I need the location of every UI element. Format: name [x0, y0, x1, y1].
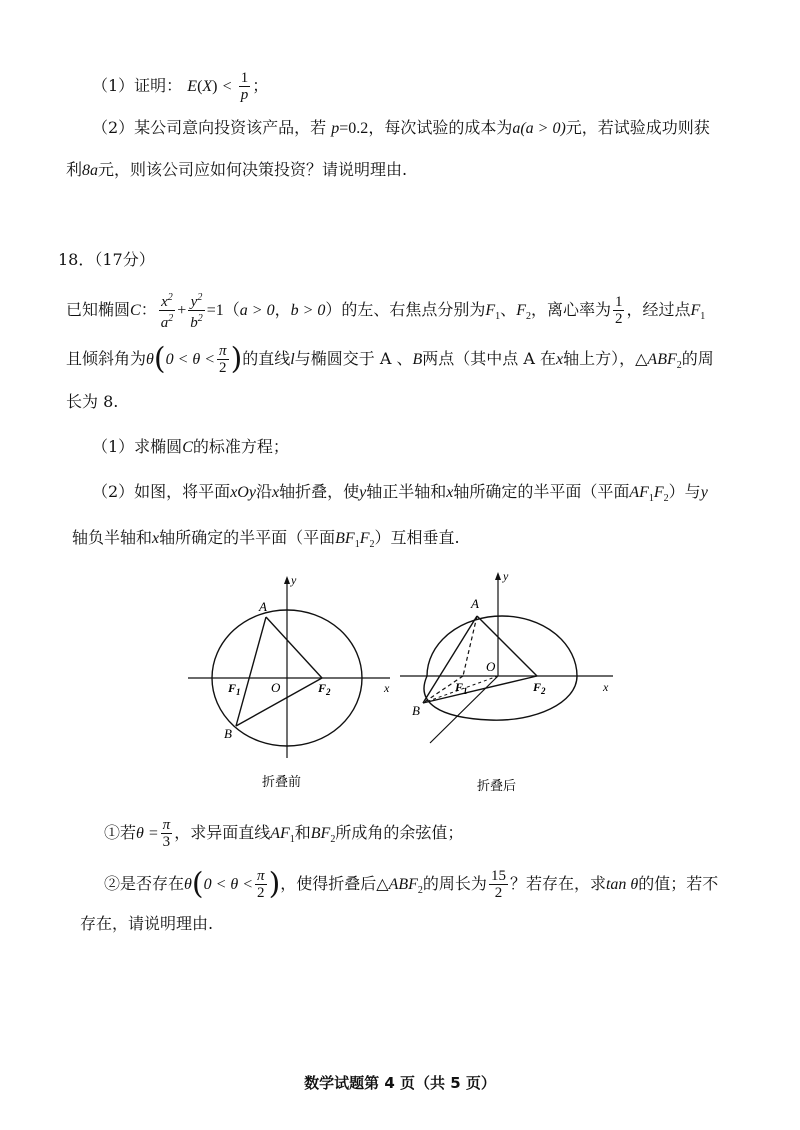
expr-X: X: [202, 78, 213, 95]
part2-text-e: 元，则该公司应如何决策投资？请说明理由.: [98, 160, 408, 179]
triangle-ABF2: △ABF: [635, 351, 677, 368]
figure-before-fold: [180, 568, 400, 803]
theta-range: 0 < θ <: [165, 351, 216, 368]
fraction-1-over-p: [239, 70, 251, 103]
label-F1-sub: 1: [463, 686, 468, 696]
var-l: l: [290, 351, 295, 368]
p2-text-b: 沿: [255, 482, 272, 501]
pi: π: [219, 343, 227, 359]
q18-part1: [92, 437, 289, 458]
p2-text-e: 轴所确定的半平面（平面: [453, 482, 630, 501]
label-O: O: [271, 680, 281, 695]
s2-text-d: ？若存在，求: [509, 874, 606, 893]
q17-part2-line1: [92, 118, 710, 139]
profit-expr: 8a: [82, 162, 99, 179]
plane-xOy: xOy: [230, 484, 256, 501]
s1-pi: π: [162, 817, 171, 833]
l1-colon: ：: [140, 300, 157, 319]
s2-den: 2: [494, 885, 503, 901]
s1-BF2: BF: [310, 825, 331, 842]
s1-text-a: ①若: [104, 823, 137, 842]
label-F2-sub: 2: [541, 686, 546, 696]
plane-BF1F2: BF: [335, 530, 355, 547]
q18-sub2-line2: 存在，请说明理由.: [80, 914, 214, 933]
q17-part1: （1）证明： E(X) < $\frac{1}{p}$ ；: [92, 70, 269, 103]
fraction-x2-a2: $\frac{x^2}{a^2}$: [160, 292, 174, 331]
q18-line3: 长为 8.: [66, 392, 119, 411]
fraction-y2-b2: $\frac{y^2}{b^2}$: [190, 292, 203, 331]
frac-den: p: [240, 87, 249, 103]
label-y: y: [291, 573, 297, 587]
part1-label: （1）证明：: [92, 76, 183, 95]
lower-half-ellipse: [424, 676, 577, 720]
var-C: C: [130, 302, 141, 319]
l1-text-b: ）的左、右焦点分别为: [325, 300, 486, 319]
part2-text-d: 利: [66, 160, 83, 179]
p-value: =0.2: [339, 120, 369, 137]
q18-sub2: ②是否存在θ(0 < θ < $\frac{\pi}{2}$ )，使得折叠后$\triangle ABF_2$的周长为 $\frac{15}{2}$ ？若存在，求tan θ的值；若不: [104, 866, 719, 902]
label-F2-sub: 2: [326, 687, 331, 697]
line-AB: [236, 617, 266, 726]
part2-text-c: 元，若试验成功则获: [565, 118, 710, 137]
y-arrow: [284, 576, 290, 584]
label-F1: [454, 680, 468, 696]
label-x: x: [384, 681, 390, 695]
p2-text-c: 轴折叠，使: [279, 482, 360, 501]
figure-after-fold: [395, 568, 625, 803]
var-y: y: [359, 484, 367, 501]
fraction-pi-over-2-b: $\frac{\pi}{2}$: [257, 868, 265, 901]
l2-text-f: 的周: [681, 349, 714, 368]
label-y: y: [503, 569, 509, 583]
var-B: B: [412, 351, 423, 368]
l1-eq: =1（: [206, 302, 240, 319]
label-F1: [227, 681, 241, 697]
l1-comma: ，: [274, 300, 291, 319]
y-arrow: [495, 572, 501, 580]
var-theta: θ: [146, 351, 154, 368]
q18-header: 18．（17分）: [58, 250, 155, 269]
page-footer: 数学试题第 4 页（共 5 页）: [304, 1074, 496, 1092]
s1-and: 和: [294, 823, 311, 842]
label-F1-main: F: [455, 680, 464, 694]
line-BF2: [423, 676, 537, 703]
var-x: x: [556, 351, 564, 368]
q18-part2-line2: 轴负半轴和x轴所确定的半平面（平面$BF_1F_2$）互相垂直.: [72, 528, 460, 551]
cond-a: a > 0: [239, 302, 275, 319]
lt-sign: <: [222, 78, 232, 95]
s2-tan: tan θ: [605, 876, 639, 893]
q18-part2-line1: （2）如图，将平面xOy沿x轴折叠，使y轴正半轴和x轴所确定的半平面（平面$AF_1F_2$）与y: [92, 482, 708, 505]
cost-expr: a(a > 0): [512, 120, 566, 137]
cond-b: b > 0: [290, 302, 326, 319]
q18-line2: 且倾斜角为θ(0 < θ < $\frac{\pi}{2}$ )的直线l与椭圆交于 A 、B两点（其中点 A 在x轴上方），$\triangle ABF_2$的周: [66, 341, 714, 377]
label-A: A: [471, 596, 479, 611]
s2-text-b: ，使得折叠后: [280, 874, 377, 893]
s2-text-e: 的值；若不: [638, 874, 719, 893]
s2-triangle: △ABF: [376, 876, 418, 893]
var-C2: C: [182, 439, 193, 456]
plane-AF1F2: AF: [629, 484, 649, 501]
caption-after: 折叠后: [477, 778, 517, 793]
part1-end: ；: [252, 76, 269, 95]
q18-line1: 已知椭圆C： $\frac{x^2}{a^2}$ + $\frac{y^2}{b^2}$ =1（a > 0，b > 0）的左、右焦点分别为$F_1$、$F_2$，离心率为 $\frac{1}{2}$ ，经过点$F_1$: [66, 292, 706, 331]
var-x2: x: [271, 484, 280, 501]
l2-text-d: 两点（其中点 A 在: [422, 349, 556, 368]
s2-text-a: ②是否存在: [104, 874, 185, 893]
l1-sep: 、: [500, 300, 517, 319]
p2-text-a: （2）如图，将平面: [92, 482, 231, 501]
frac-num: 1: [240, 70, 249, 86]
line-AF2: [266, 617, 322, 678]
fraction-one-half: [613, 294, 625, 327]
l2-text-b: 的直线: [242, 349, 291, 368]
var-p: p: [331, 120, 340, 137]
label-F2-main: F: [533, 680, 542, 694]
expr-E: E: [187, 78, 198, 95]
dashed-AF1: [463, 616, 477, 676]
p3-text-a: 轴负半轴和: [72, 528, 153, 547]
s1-text-c: 所成角的余弦值；: [335, 823, 464, 842]
label-F2: [532, 680, 546, 696]
q17-part2-line2: [66, 160, 407, 181]
label-B: B: [412, 703, 420, 718]
s1-theta: θ =: [136, 825, 159, 842]
fraction-pi-over-2: [217, 343, 229, 376]
fraction-15-over-2: [489, 868, 508, 901]
part2-text-b: ，每次试验的成本为: [368, 118, 513, 137]
caption-before: 折叠前: [262, 774, 302, 789]
upper-half-ellipse: [427, 616, 577, 676]
label-x: x: [603, 680, 609, 694]
q18-sub1: ①若θ = $\frac{\pi}{3}$ ，求异面直线$AF_1$和$BF_2$所成角的余弦值；: [104, 817, 464, 850]
e-den: 2: [614, 311, 623, 327]
l2-text-e: 轴上方），: [563, 349, 636, 368]
p3-text-c: ）互相垂直.: [374, 528, 460, 547]
l1-text-c: ，离心率为: [530, 300, 611, 319]
s2-text-c: 的周长为: [422, 874, 487, 893]
var-F1: F: [485, 302, 496, 319]
l2-text-c: 与椭圆交于 A 、: [294, 349, 413, 368]
line-AB: [423, 616, 477, 703]
label-F2-main: F: [318, 681, 327, 695]
e-num: 1: [614, 294, 623, 310]
two: 2: [219, 360, 227, 376]
s1-text-b: ，求异面直线: [174, 823, 271, 842]
fraction-pi-over-3: [161, 817, 173, 850]
l1-text-d: ，经过点: [626, 300, 691, 319]
label-B: B: [224, 726, 232, 741]
s1-three: 3: [162, 834, 171, 850]
l2-text-a: 且倾斜角为: [66, 349, 147, 368]
s2-num: 15: [490, 868, 506, 884]
p1-text-a: （1）求椭圆: [92, 437, 183, 456]
label-F1-sub: 1: [236, 687, 241, 697]
l1-text-a: 已知椭圆: [66, 300, 131, 319]
label-F2: [317, 681, 331, 697]
p2-text-d: 轴正半轴和: [366, 482, 447, 501]
label-A: A: [259, 599, 267, 614]
label-O: O: [486, 659, 496, 674]
p2-text-f: ）与: [668, 482, 701, 501]
p3-text-b: 轴所确定的半平面（平面: [159, 528, 336, 547]
label-F1-main: F: [228, 681, 237, 695]
part2-text-a: （2）某公司意向投资该产品，若: [92, 118, 327, 137]
p1-text-b: 的标准方程；: [192, 437, 289, 456]
s1-AF1: AF: [270, 825, 290, 842]
